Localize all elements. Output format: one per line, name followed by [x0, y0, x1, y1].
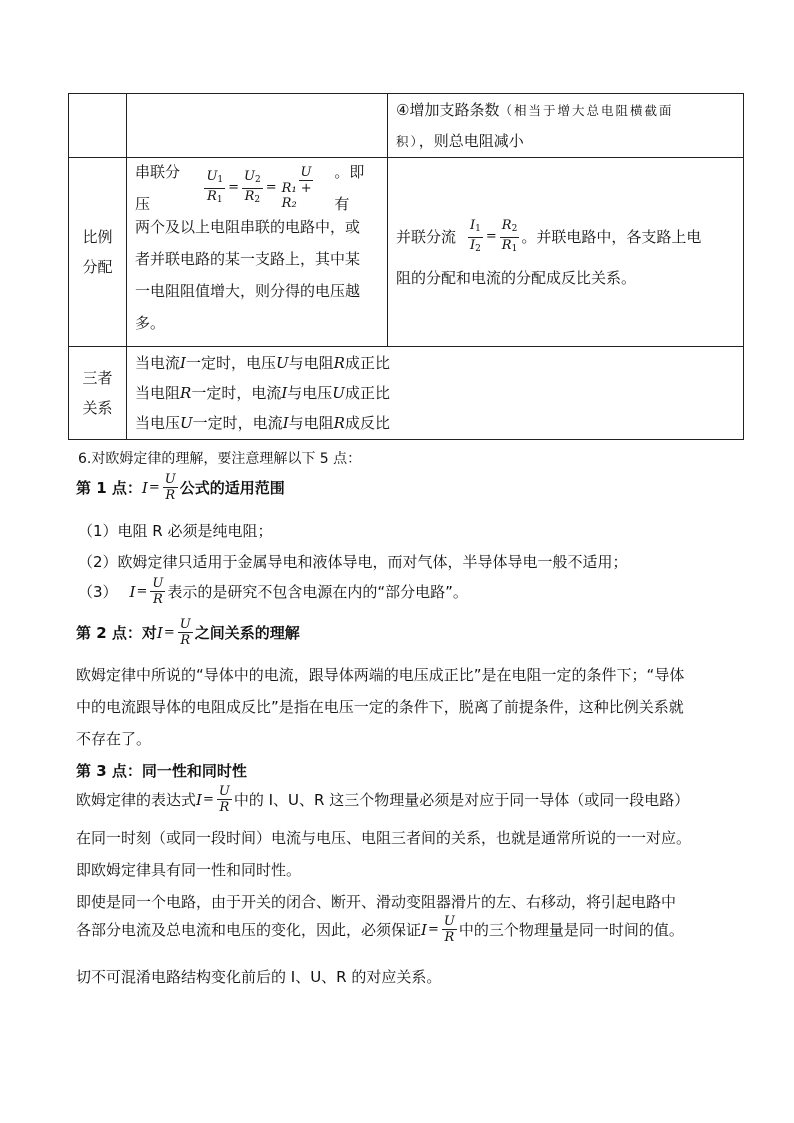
right-tail: ，则总电阻减小 — [418, 131, 524, 150]
row3-label-cell — [69, 347, 127, 440]
point-2-text: 中的电流跟导体的电阻成反比”是指在电压一定的条件下，脱离了前提条件，这种比例关系就 — [76, 698, 684, 716]
right-text: ④增加支路条数 — [396, 100, 500, 119]
point-3-text: 欧姆定律的表达式 I = $\frac{U}{R}$ 中的 I、U、R 这三个物理量必须是对应于同一导体（或同一段电路） — [76, 784, 690, 815]
right-note: （相当于增大总电阻横截面 — [499, 102, 674, 118]
series-prefix: 串联分压 — [135, 163, 181, 213]
point-3-heading: 第 3 点：同一性和同时性 — [76, 762, 247, 780]
row-label: 三者 — [82, 369, 113, 387]
series-text: 一电阻阻值增大，则分得的电压越 — [135, 282, 361, 300]
point-1-item: （1）电阻 R 必须是纯电阻； — [78, 522, 273, 540]
point-2-text: 不存在了。 — [76, 730, 152, 748]
point-1-item: （3） I = $\frac{U}{R}$ 表示的是研究不包含电源在内的“部分电路”。 — [78, 576, 468, 607]
relationship-cell — [127, 347, 744, 440]
row-label: 比例 — [82, 228, 113, 246]
point-1-heading: 第 1 点： I = $\frac{U}{R}$ 公式的适用范围 — [76, 472, 285, 503]
row-label: 分配 — [82, 258, 113, 276]
row2-label-cell — [69, 158, 127, 347]
series-cell: 串联分压 $\frac{U_1}{R_1}$ = $\frac{U_2}{R_2}$ = $\frac{U}{\text{R₁ + R₂}}$ 。即有 两个及以上电阻串联的电路中，或 者并联电路的某一支路上，其中某 一电阻阻值增大，则分得的电压越 多。 — [127, 158, 388, 347]
fraction-u-total: $\frac{U}{\text{R₁ + R₂}}$ — [281, 165, 312, 211]
point-3-text: 即欧姆定律具有同一性和同时性。 — [76, 861, 302, 879]
fraction-r2-r1: $\frac{R_2}{R_1}$ — [501, 217, 518, 254]
point-3-text: 各部分电流及总电流和电压的变化，因此，必须保证 I = $\frac{U}{R}$ 中的三个物理量是同一时间的值。 — [76, 914, 684, 945]
row1-parallel-cell — [388, 94, 744, 158]
relation-line: 当电压U一定时，电流I与电阻R成反比 — [135, 414, 390, 432]
series-text: 者并联电路的某一支路上，其中某 — [135, 250, 361, 268]
formula-fraction: $\frac{U}{R}$ — [152, 576, 164, 607]
fraction-u2-r2: $\frac{U_2}{R_2}$ — [244, 168, 261, 205]
relation-line: 当电阻R一定时，电流I与电压U成正比 — [135, 384, 390, 402]
fraction-i1-i2: $\frac{I_1}{I_2}$ — [470, 217, 481, 254]
row1-label-cell — [69, 94, 127, 158]
intro-text: 6.对欧姆定律的理解，要注意理解以下 5 点： — [78, 451, 362, 467]
right-note-2: 积） — [396, 133, 419, 149]
row1-series-cell — [127, 94, 388, 158]
series-text: 两个及以上电阻串联的电路中，或 — [135, 218, 361, 236]
series-text: 多。 — [135, 314, 166, 332]
table-row — [69, 94, 744, 158]
point-3-text: 切不可混淆电路结构变化前后的 I、U、R 的对应关系。 — [76, 968, 442, 986]
table-row — [69, 158, 744, 347]
relation-line: 当电流I一定时，电压U与电阻R成正比 — [135, 354, 390, 372]
formula-fraction: $\frac{U}{R}$ — [179, 617, 191, 648]
parallel-after: 。并联电路中，各支路上电 — [521, 228, 702, 246]
comparison-table — [68, 93, 744, 440]
point-2-text: 欧姆定律中所说的“导体中的电流，跟导体两端的电压成正比”是在电阻一定的条件下；“导体 — [76, 666, 685, 684]
point-1-item: （2）欧姆定律只适用于金属导电和液体导电，而对气体，半导体导电一般不适用； — [78, 553, 628, 571]
parallel-prefix: 并联分流 — [396, 228, 457, 246]
row-label: 关系 — [82, 399, 113, 417]
parallel-cell: 并联分流 $\frac{I_1}{I_2}$ = $\frac{R_2}{R_1}$ 。并联电路中，各支路上电 阻的分配和电流的分配成反比关系。 — [388, 158, 744, 347]
point-3-text: 即使是同一个电路，由于开关的闭合、断开、滑动变阻器滑片的左、右移动，将引起电路中 — [76, 893, 677, 911]
formula-fraction: $\frac{U}{R}$ — [443, 914, 455, 945]
formula-fraction: $\frac{U}{R}$ — [164, 472, 176, 503]
point-2-heading: 第 2 点：对 I = $\frac{U}{R}$ 之间关系的理解 — [76, 617, 300, 648]
series-after: 。即有 — [334, 163, 365, 213]
parallel-text: 阻的分配和电流的分配成反比关系。 — [396, 269, 637, 287]
point-3-text: 在同一时刻（或同一段时间）电流与电压、电阻三者间的关系，也就是通常所说的一一对应。 — [76, 829, 692, 847]
fraction-u1-r1: $\frac{U_1}{R_1}$ — [206, 168, 224, 205]
table-row — [69, 347, 744, 440]
formula-fraction: $\frac{U}{R}$ — [218, 784, 230, 815]
